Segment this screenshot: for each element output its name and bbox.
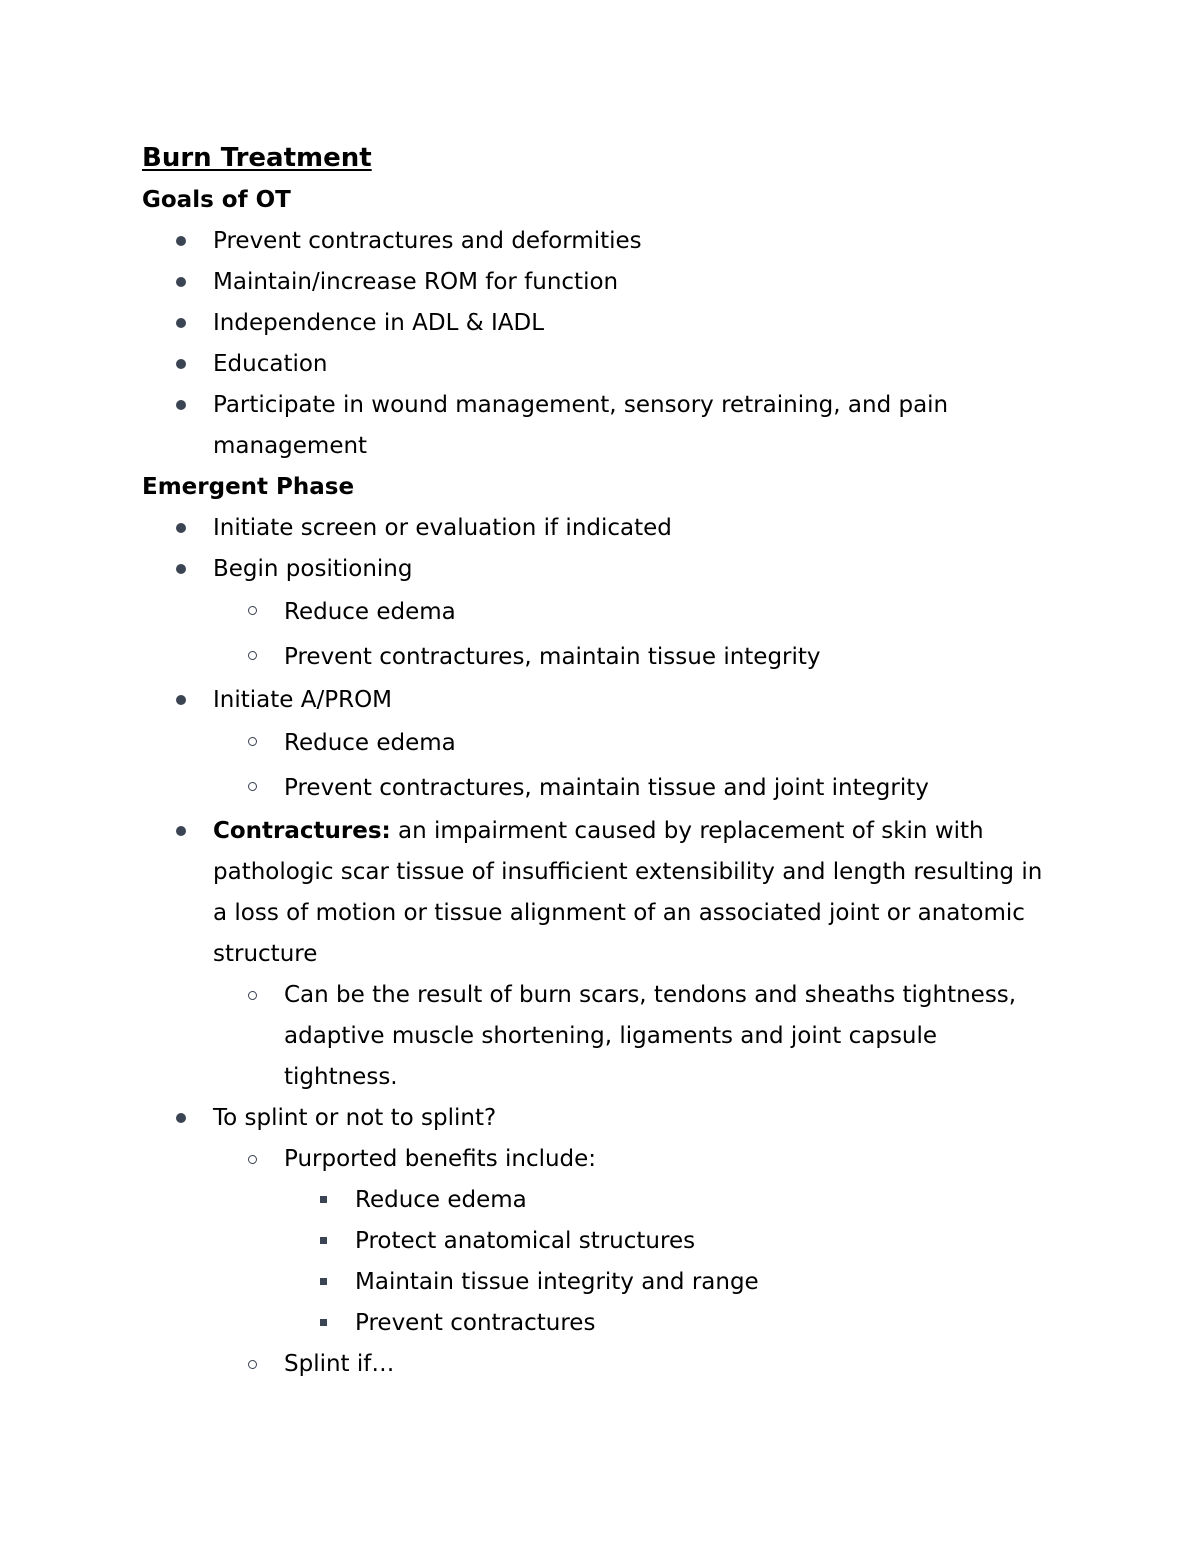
sub-list-item-text: Can be the result of burn scars, tendons and sheaths tightness, adaptive muscle shortening, ligaments and joint capsule tightness.	[284, 982, 1017, 1090]
sub-list	[213, 1139, 1052, 1385]
square-bullet-icon	[320, 1237, 327, 1244]
document-title: Burn Treatment	[142, 143, 372, 173]
circle-bullet-icon	[248, 606, 257, 615]
sub-sub-list-item-text: Prevent contractures	[355, 1310, 596, 1336]
bullet-icon	[176, 236, 186, 246]
sub-list	[213, 975, 1052, 1098]
list-item-text: Initiate A/PROM	[213, 687, 393, 713]
bullet-icon	[176, 695, 186, 705]
list-item	[142, 221, 1052, 262]
sub-list-item	[213, 1344, 1052, 1385]
circle-bullet-icon	[248, 1360, 257, 1369]
circle-bullet-icon	[248, 737, 257, 746]
bullet-icon	[176, 277, 186, 287]
list-item	[142, 811, 1052, 1098]
bullet-icon	[176, 400, 186, 410]
sub-list-item-text: Reduce edema	[284, 599, 456, 625]
list-item	[142, 344, 1052, 385]
list-item-text: Prevent contractures and deformities	[213, 228, 642, 254]
circle-bullet-icon	[248, 782, 257, 791]
goals-list	[142, 221, 1052, 467]
contractures-term: Contractures:	[213, 818, 391, 844]
sub-list-item	[213, 635, 1052, 680]
list-item-text: Begin positioning	[213, 556, 413, 582]
list-item	[142, 508, 1052, 549]
emergent-phase-heading: Emergent Phase	[142, 474, 355, 500]
list-item-text: To splint or not to splint?	[213, 1105, 497, 1131]
sub-list-item	[213, 1139, 1052, 1344]
circle-bullet-icon	[248, 991, 257, 1000]
list-item	[142, 385, 1052, 467]
list-item-text: Participate in wound management, sensory retraining, and pain management	[213, 392, 949, 459]
sub-list	[213, 721, 1052, 811]
sub-sub-list-item	[284, 1303, 1052, 1344]
sub-sub-list-item	[284, 1262, 1052, 1303]
sub-sub-list-item-text: Maintain tissue integrity and range	[355, 1269, 759, 1295]
circle-bullet-icon	[248, 1155, 257, 1164]
sub-sub-list-item-text: Protect anatomical structures	[355, 1228, 696, 1254]
square-bullet-icon	[320, 1196, 327, 1203]
square-bullet-icon	[320, 1278, 327, 1285]
sub-sub-list	[284, 1180, 1052, 1344]
sub-list-item-text: Purported benefits include:	[284, 1146, 597, 1172]
list-item	[142, 680, 1052, 811]
bullet-icon	[176, 1113, 186, 1123]
sub-list-item	[213, 975, 1052, 1098]
square-bullet-icon	[320, 1319, 327, 1326]
list-item	[142, 1098, 1052, 1385]
bullet-icon	[176, 523, 186, 533]
circle-bullet-icon	[248, 651, 257, 660]
contractures-definition: an impairment caused by replacement of skin with pathologic scar tissue of insufficient extensibility and length resulting in a loss of motion or tissue alignment of an associated joint or anatomic structure	[213, 818, 1043, 967]
list-item	[142, 549, 1052, 680]
sub-sub-list-item-text: Reduce edema	[355, 1187, 527, 1213]
sub-list-item	[213, 766, 1052, 811]
document-page	[142, 136, 1052, 1385]
bullet-icon	[176, 564, 186, 574]
list-item	[142, 303, 1052, 344]
sub-list-item	[213, 721, 1052, 766]
sub-list-item-text: Prevent contractures, maintain tissue and joint integrity	[284, 775, 929, 801]
list-item-text: Maintain/increase ROM for function	[213, 269, 619, 295]
sub-list-item-text: Reduce edema	[284, 730, 456, 756]
list-item	[142, 262, 1052, 303]
bullet-icon	[176, 318, 186, 328]
list-item-text: Initiate screen or evaluation if indicated	[213, 515, 672, 541]
bullet-icon	[176, 826, 186, 836]
sub-sub-list-item	[284, 1221, 1052, 1262]
list-item-text: Independence in ADL & IADL	[213, 310, 545, 336]
goals-heading: Goals of OT	[142, 187, 291, 213]
list-item-text: Education	[213, 351, 328, 377]
emergent-phase-list	[142, 508, 1052, 1385]
sub-list	[213, 590, 1052, 680]
sub-list-item-text: Splint if…	[284, 1351, 395, 1377]
sub-list-item	[213, 590, 1052, 635]
bullet-icon	[176, 359, 186, 369]
sub-list-item-text: Prevent contractures, maintain tissue integrity	[284, 644, 821, 670]
sub-sub-list-item	[284, 1180, 1052, 1221]
